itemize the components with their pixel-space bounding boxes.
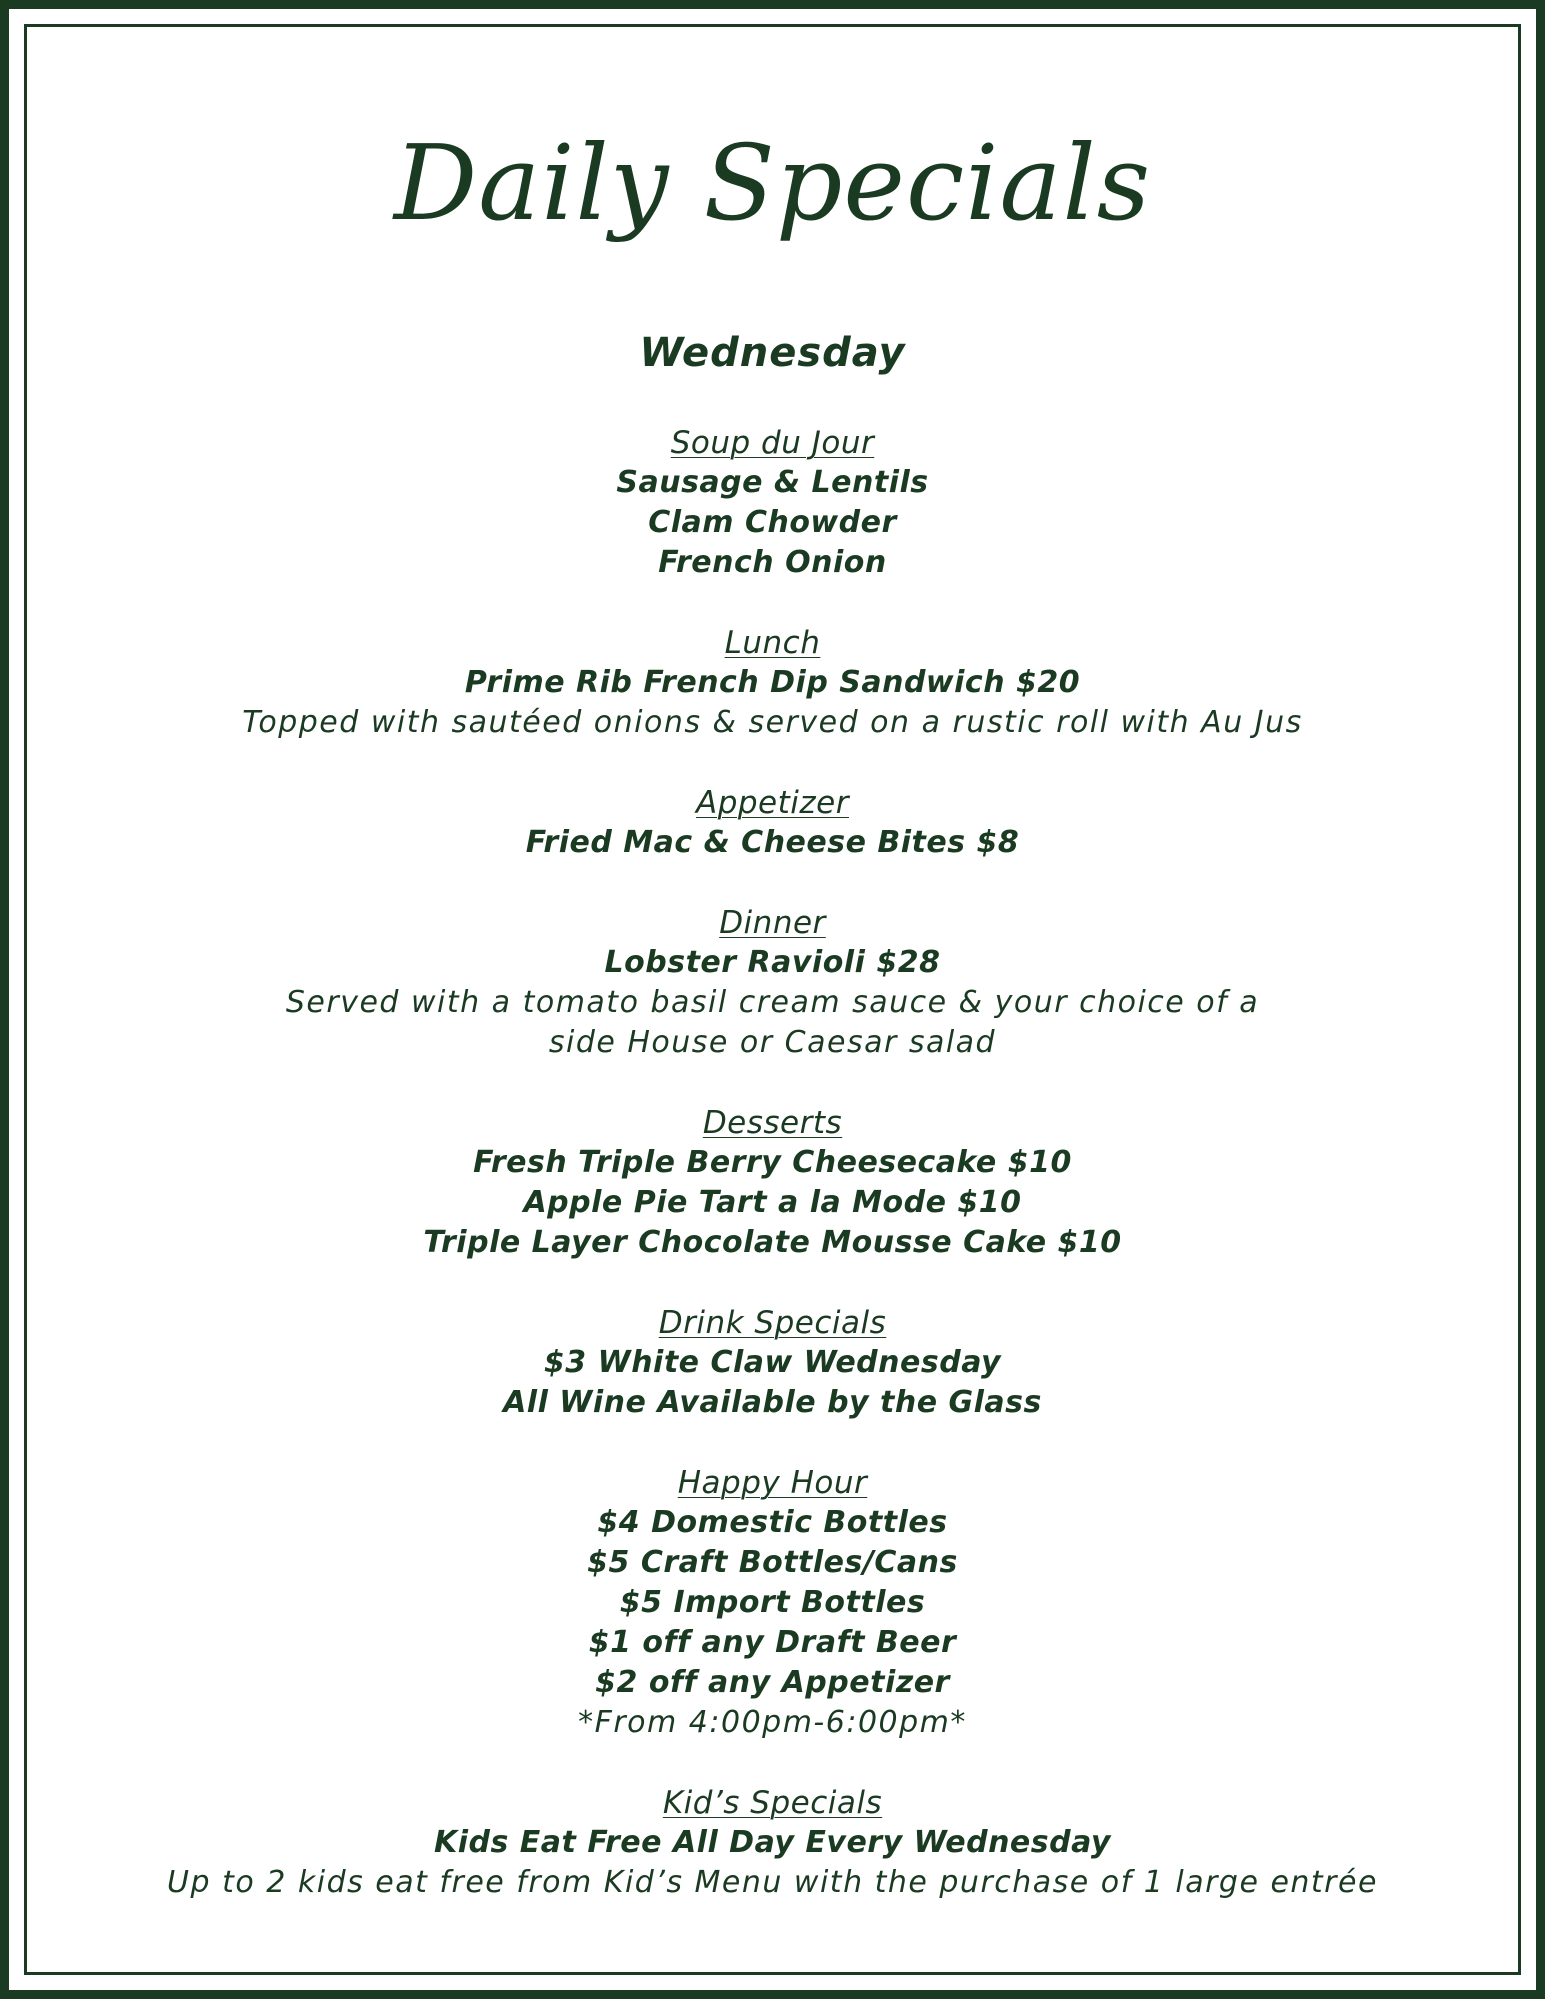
desserts-heading: Desserts: [702, 1105, 843, 1141]
soup-item: Clam Chowder: [648, 505, 897, 540]
kids-description: Up to 2 kids eat free from Kid’s Menu with the purchase of 1 large entrée: [167, 1865, 1378, 1900]
dessert-item: Triple Layer Chocolate Mousse Cake $10: [423, 1225, 1122, 1260]
drink-item: $3 White Claw Wednesday: [543, 1345, 1002, 1380]
soup-item: Sausage & Lentils: [616, 465, 929, 500]
dinner-description: Served with a tomato basil cream sauce & your choice of a: [285, 985, 1260, 1020]
dessert-item: Fresh Triple Berry Cheesecake $10: [473, 1145, 1072, 1180]
lunch-item: Prime Rib French Dip Sandwich $20: [464, 665, 1081, 700]
lunch-heading: Lunch: [724, 625, 821, 661]
dessert-item: Apple Pie Tart a la Mode $10: [523, 1185, 1022, 1220]
happy-hour-item: $5 Import Bottles: [619, 1585, 926, 1620]
soup-heading: Soup du Jour: [670, 425, 875, 461]
kids-heading: Kid’s Specials: [662, 1785, 883, 1821]
happy-hour-note: *From 4:00pm-6:00pm*: [578, 1705, 967, 1740]
drink-item: All Wine Available by the Glass: [503, 1385, 1042, 1420]
appetizer-heading: Appetizer: [696, 785, 849, 821]
dinner-heading: Dinner: [719, 905, 826, 941]
lunch-description: Topped with sautéed onions & served on a rustic roll with Au Jus: [242, 705, 1303, 740]
kids-item: Kids Eat Free All Day Every Wednesday: [433, 1825, 1111, 1860]
drinks-heading: Drink Specials: [658, 1305, 887, 1341]
happy-hour-heading: Happy Hour: [677, 1465, 868, 1501]
happy-hour-item: $2 off any Appetizer: [595, 1665, 950, 1700]
appetizer-item: Fried Mac & Cheese Bites $8: [525, 825, 1020, 860]
happy-hour-item: $5 Craft Bottles/Cans: [587, 1545, 958, 1580]
dinner-item: Lobster Ravioli $28: [604, 945, 941, 980]
dinner-description: side House or Caesar salad: [548, 1025, 997, 1060]
page-title: Daily Specials: [393, 122, 1152, 244]
happy-hour-item: $1 off any Draft Beer: [588, 1625, 957, 1660]
happy-hour-item: $4 Domestic Bottles: [597, 1505, 948, 1540]
day-heading: Wednesday: [639, 330, 906, 376]
soup-item: French Onion: [658, 545, 887, 580]
